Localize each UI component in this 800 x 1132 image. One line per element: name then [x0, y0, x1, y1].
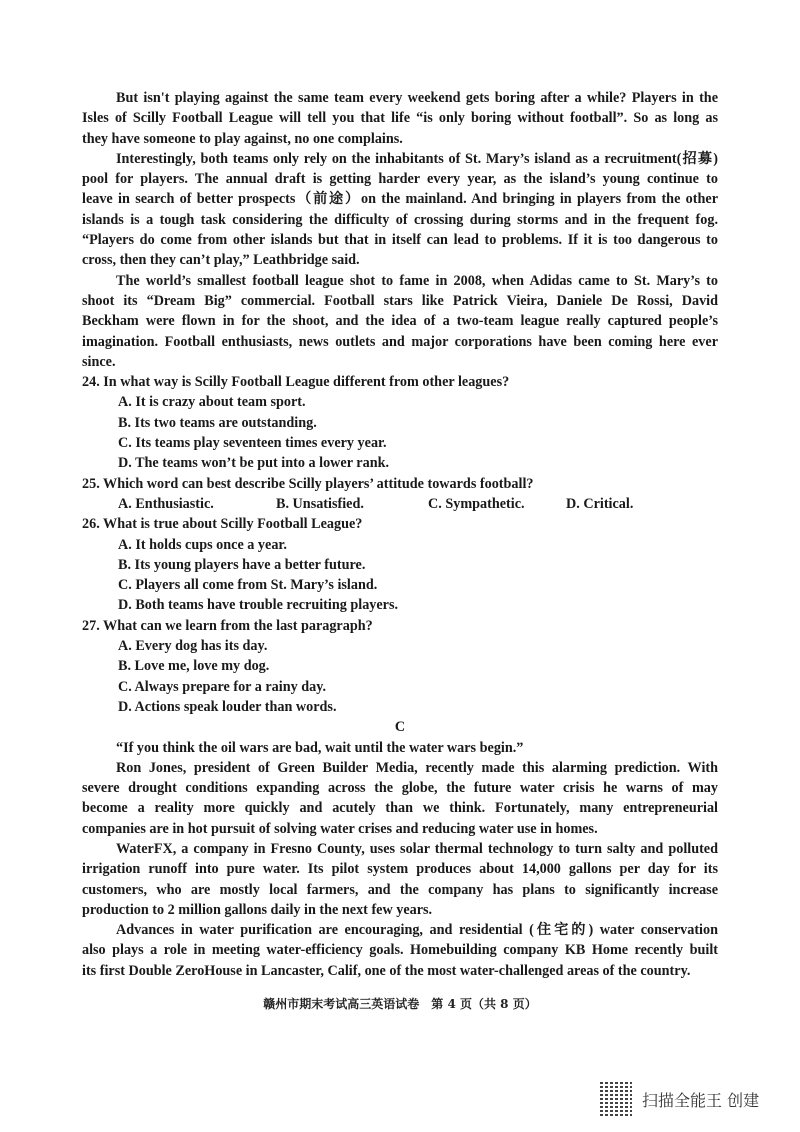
passage-line: cross, then they can’t play,” Leathbridge said. — [82, 252, 360, 269]
passage-line: islands is a tough task considering the difficulty of crossing during storms and in the frequent fog. — [82, 211, 718, 228]
answer-option: D. Actions speak louder than words. — [118, 698, 337, 715]
passage-line: severe drought conditions expanding across the globe, the future water crisis he warns of may — [82, 780, 718, 797]
passage-line: WaterFX, a company in Fresno County, uses solar thermal technology to turn salty and polluted — [116, 840, 718, 857]
passage-line: “Players do come from other islands but that in itself can lead to problems. If it is too dangerous to — [82, 232, 718, 249]
scanner-watermark — [600, 1082, 759, 1116]
passage-line: “If you think the oil wars are bad, wait until the water wars begin.” — [116, 739, 524, 756]
passage-line: Beckham were flown in for the shoot, and the idea of a two-team league really captured people’s — [82, 313, 718, 330]
question-stem: 27. What can we learn from the last paragraph? — [82, 617, 373, 634]
passage-line: shoot its “Dream Big” commercial. Football stars like Patrick Vieira, Daniele De Rossi, David — [82, 292, 718, 309]
passage-line: Isles of Scilly Football League will tell you that life “is only boring without football”. So as long as — [82, 110, 718, 127]
passage-line: since. — [82, 353, 116, 370]
passage-line: pool for players. The annual draft is getting harder every year, as the island’s young continue to — [82, 171, 718, 188]
answer-option: D. Both teams have trouble recruiting players. — [118, 597, 399, 614]
answer-option: A. It holds cups once a year. — [118, 536, 287, 553]
answer-option: C. Its teams play seventeen times every year. — [118, 435, 387, 452]
passage-line: The world’s smallest football league shot to fame in 2008, when Adidas came to St. Mary’s to — [116, 272, 718, 289]
passage-line: customers, who are mostly local farmers, and the company has plans to significantly increase — [82, 881, 718, 898]
answer-option: B. Unsatisfied. — [276, 495, 364, 512]
question-stem: 26. What is true about Scilly Football League? — [82, 516, 363, 533]
answer-option: D. Critical. — [566, 495, 634, 512]
options-row — [82, 494, 718, 514]
passage-line: Interestingly, both teams only rely on the inhabitants of St. Mary’s island as a recruitment(招募) — [116, 150, 718, 167]
answer-option: A. It is crazy about team sport. — [118, 394, 306, 411]
answer-option: A. Every dog has its day. — [118, 638, 268, 655]
page-footer: 赣州市期末考试高三英语试卷 第 4 页（共 8 页） — [263, 997, 537, 1011]
answer-option: D. The teams won’t be put into a lower rank. — [118, 455, 390, 472]
passage-line: also plays a role in meeting water-efficiency goals. Homebuilding company KB Home recently built — [82, 942, 718, 959]
passage-line: become a reality more quickly and acutely than we think. Fortunately, many entrepreneurial — [82, 800, 718, 817]
qr-code-icon — [600, 1082, 632, 1116]
watermark-text: 扫描全能王 创建 — [642, 1090, 760, 1110]
answer-option: B. Love me, love my dog. — [118, 658, 270, 675]
exam-page-body — [82, 88, 718, 981]
question-stem: 25. Which word can best describe Scilly players’ attitude towards football? — [82, 475, 534, 492]
passage-line: its first Double ZeroHouse in Lancaster, Calif, one of the most water-challenged areas of the country. — [82, 962, 691, 979]
passage-line: Advances in water purification are encouraging, and residential (住宅的) water conservation — [116, 922, 718, 939]
section-heading: C — [394, 719, 406, 736]
passage-line: Ron Jones, president of Green Builder Media, recently made this alarming prediction. With — [116, 759, 718, 776]
answer-option: C. Players all come from St. Mary’s island. — [118, 577, 378, 594]
passage-line: leave in search of better prospects（前途）on the mainland. And bringing in players from the other — [82, 191, 718, 208]
passage-line: But isn't playing against the same team every weekend gets boring after a while? Players in the — [116, 90, 718, 106]
answer-option: B. Its two teams are outstanding. — [118, 414, 317, 431]
passage-line: companies are in hot pursuit of solving water crises and reducing water use in homes. — [82, 820, 598, 837]
answer-option: C. Always prepare for a rainy day. — [118, 678, 327, 695]
answer-option: B. Its young players have a better future. — [118, 556, 366, 573]
answer-option: A. Enthusiastic. — [118, 495, 214, 512]
passage-line: they have someone to play against, no one complains. — [82, 130, 403, 147]
answer-option: C. Sympathetic. — [428, 495, 525, 512]
passage-line: irrigation runoff into pure water. Its pilot system produces about 14,000 gallons per day for its — [82, 861, 718, 878]
passage-line: production to 2 million gallons daily in the next few years. — [82, 901, 433, 918]
passage-line: imagination. Football enthusiasts, news outlets and major corporations have been coming here ever — [82, 333, 718, 350]
question-stem: 24. In what way is Scilly Football League different from other leagues? — [82, 374, 510, 391]
